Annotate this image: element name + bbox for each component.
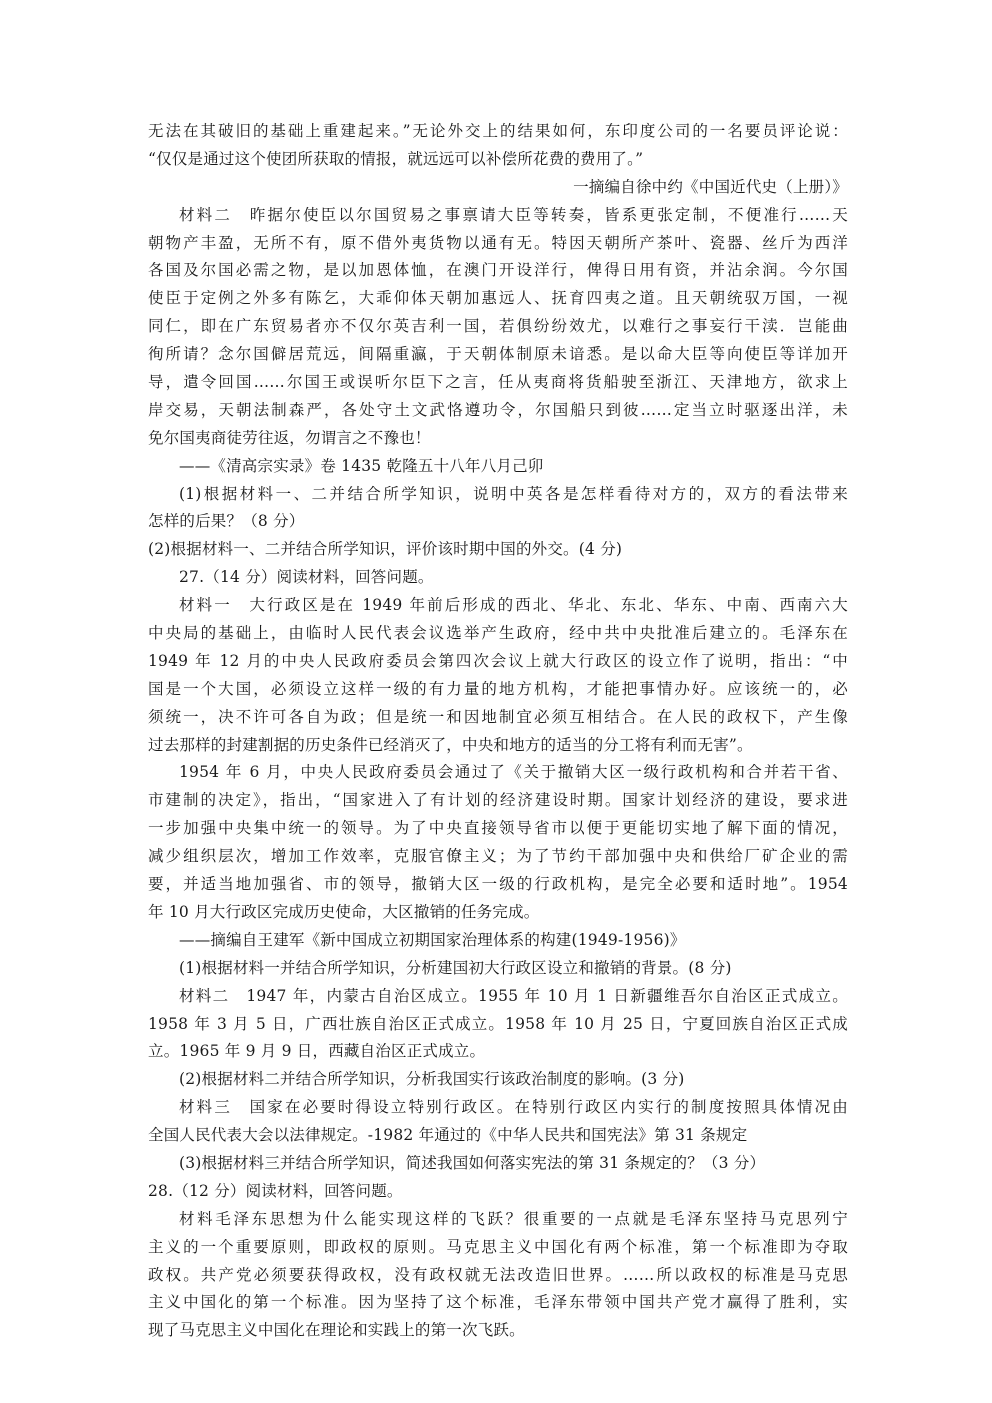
text-line: “仅仅是通过这个使团所获取的情报，就远远可以补偿所花费的费用了。” — [148, 149, 644, 168]
text-line: 岸交易，天朝法制森严，各处守土文武恪遵功令，尔国船只到彼……定当立时驱逐出洋，未 — [148, 400, 848, 419]
text-line: 须统一，决不许可各自为政；但是统一和因地制宜必须互相结合。在人民的政权下，产生像 — [148, 707, 848, 726]
text-line: 免尔国夷商徒劳往返，勿谓言之不豫也！ — [148, 428, 431, 447]
text-line: 1958 年 3 月 5 日，广西壮族自治区正式成立。1958 年 10 月 25 日，宁夏回族自治区正式成 — [148, 1014, 848, 1033]
text-line: 市建制的决定》，指出，“国家进入了有计划的经济建设时期。国家计划经济的建设，要求进 — [148, 791, 848, 810]
text-line: 中央局的基础上，由临时人民代表会议选举产生政府，经中共中央批准后建立的。毛泽东在 — [148, 624, 848, 643]
question-line: (2)根据材料二并结合所学知识，分析我国实行该政治制度的影响。(3 分) — [179, 1070, 685, 1089]
text-line: 材料三 国家在必要时得设立特别行政区。在特别行政区内实行的制度按照具体情况由 — [179, 1098, 848, 1117]
text-line: 材料二 1947 年，内蒙古自治区成立。1955 年 10 月 1 日新疆维吾尔自治区正式成立。 — [179, 986, 848, 1005]
document-page — [148, 118, 848, 1345]
text-line: 无法在其破旧的基础上重建起来。”无论外交上的结果如何，东印度公司的一名要员评论说： — [148, 122, 848, 140]
question-heading: 27.（14 分）阅读材料，回答问题。 — [179, 568, 434, 587]
text-line: 减少组织层次，增加工作效率，克服官僚主义；为了节约干部加强中央和供给厂矿企业的需 — [148, 847, 848, 866]
text-line: 1949 年 12 月的中央人民政府委员会第四次会议上就大行政区的设立作了说明，指出：“中 — [148, 651, 848, 670]
text-line: 徇所请？念尔国僻居荒远，间隔重瀛，于天朝体制原未谙悉。是以命大臣等向使臣等详加开 — [148, 345, 848, 364]
citation-line: ——摘编自王建军《新中国成立初期国家治理体系的构建(1949-1956)》 — [179, 930, 686, 949]
citation-line: 一摘编自徐中约《中国近代史（上册）》 — [573, 177, 848, 196]
text-line: 要，并适当地加强省、市的领导，撤销大区一级的行政机构，是完全必要和适时地”。1954 — [148, 875, 848, 894]
text-line: 立。1965 年 9 月 9 日，西藏自治区正式成立。 — [148, 1042, 486, 1061]
citation-line: ——《清高宗实录》卷 1435 乾隆五十八年八月己卯 — [179, 456, 544, 475]
text-line: 使臣于定例之外多有陈乞，大乖仰体天朝加惠远人、抚育四夷之道。且天朝统驭万国，一视 — [148, 289, 848, 308]
text-line: 政权。共产党必须要获得政权，没有政权就无法改造旧世界。……所以政权的标准是马克思 — [148, 1265, 848, 1284]
question-heading: 28.（12 分）阅读材料，回答问题。 — [148, 1181, 403, 1200]
text-line: 同仁，即在广东贸易者亦不仅尔英吉利一国，若俱纷纷效尤，以难行之事妄行干渎．岂能曲 — [148, 317, 848, 336]
text-line: 一步加强中央集中统一的领导。为了中央直接领导省市以便于更能切实地了解下面的情况， — [148, 819, 848, 838]
text-line: 年 10 月大行政区完成历史使命，大区撤销的任务完成。 — [148, 902, 540, 921]
question-line: 怎样的后果？（8 分） — [148, 512, 305, 531]
text-line: 各国及尔国必需之物，是以加恩体恤，在澳门开设洋行，俾得日用有资，并沾余润。今尔国 — [148, 261, 848, 280]
text-line: 现了马克思主义中国化在理论和实践上的第一次飞跃。 — [148, 1321, 525, 1340]
question-line: (1)根据材料一并结合所学知识，分析建国初大行政区设立和撤销的背景。(8 分) — [179, 958, 732, 977]
text-line: 1954 年 6 月，中央人民政府委员会通过了《关于撤销大区一级行政机构和合并若干省、 — [179, 763, 848, 782]
text-line: 材料二 昨据尔使臣以尔国贸易之事禀请大臣等转奏，皆系更张定制，不便准行……天 — [179, 205, 848, 224]
text-line: 主义的一个重要原则，即政权的原则。马克思主义中国化有两个标准，第一个标准即为夺取 — [148, 1237, 848, 1256]
text-line: 国是一个大国，必须设立这样一级的有力量的地方机构，才能把事情办好。应该统一的，必 — [148, 679, 848, 698]
text-line: 过去那样的封建割据的历史条件已经消灭了，中央和地方的适当的分工将有利而无害”。 — [148, 735, 753, 754]
question-line: (1)根据材料一、二并结合所学知识，说明中英各是怎样看待对方的，双方的看法带来 — [179, 484, 848, 503]
text-line: 材料一 大行政区是在 1949 年前后形成的西北、华北、东北、华东、中南、西南六大 — [179, 596, 848, 615]
text-line: 导，遣令回国……尔国王或误听尔臣下之言，任从夷商将货船驶至浙江、天津地方，欲求上 — [148, 373, 848, 392]
text-line: 朝物产丰盈，无所不有，原不借外夷货物以通有无。特因天朝所产茶叶、瓷器、丝斤为西洋 — [148, 233, 848, 252]
text-line: 主义中国化的第一个标准。因为坚持了这个标准，毛泽东带领中国共产党才赢得了胜利，实 — [148, 1293, 848, 1312]
question-line: (3)根据材料三并结合所学知识，简述我国如何落实宪法的第 31 条规定的？（3 分） — [179, 1153, 766, 1172]
text-line: 全国人民代表大会以法律规定。-1982 年通过的《中华人民共和国宪法》第 31 条规定 — [148, 1126, 748, 1145]
question-line: (2)根据材料一、二并结合所学知识，评价该时期中国的外交。(4 分) — [148, 540, 623, 559]
text-line: 材料毛泽东思想为什么能实现这样的飞跃？很重要的一点就是毛泽东坚持马克思列宁 — [179, 1209, 848, 1228]
